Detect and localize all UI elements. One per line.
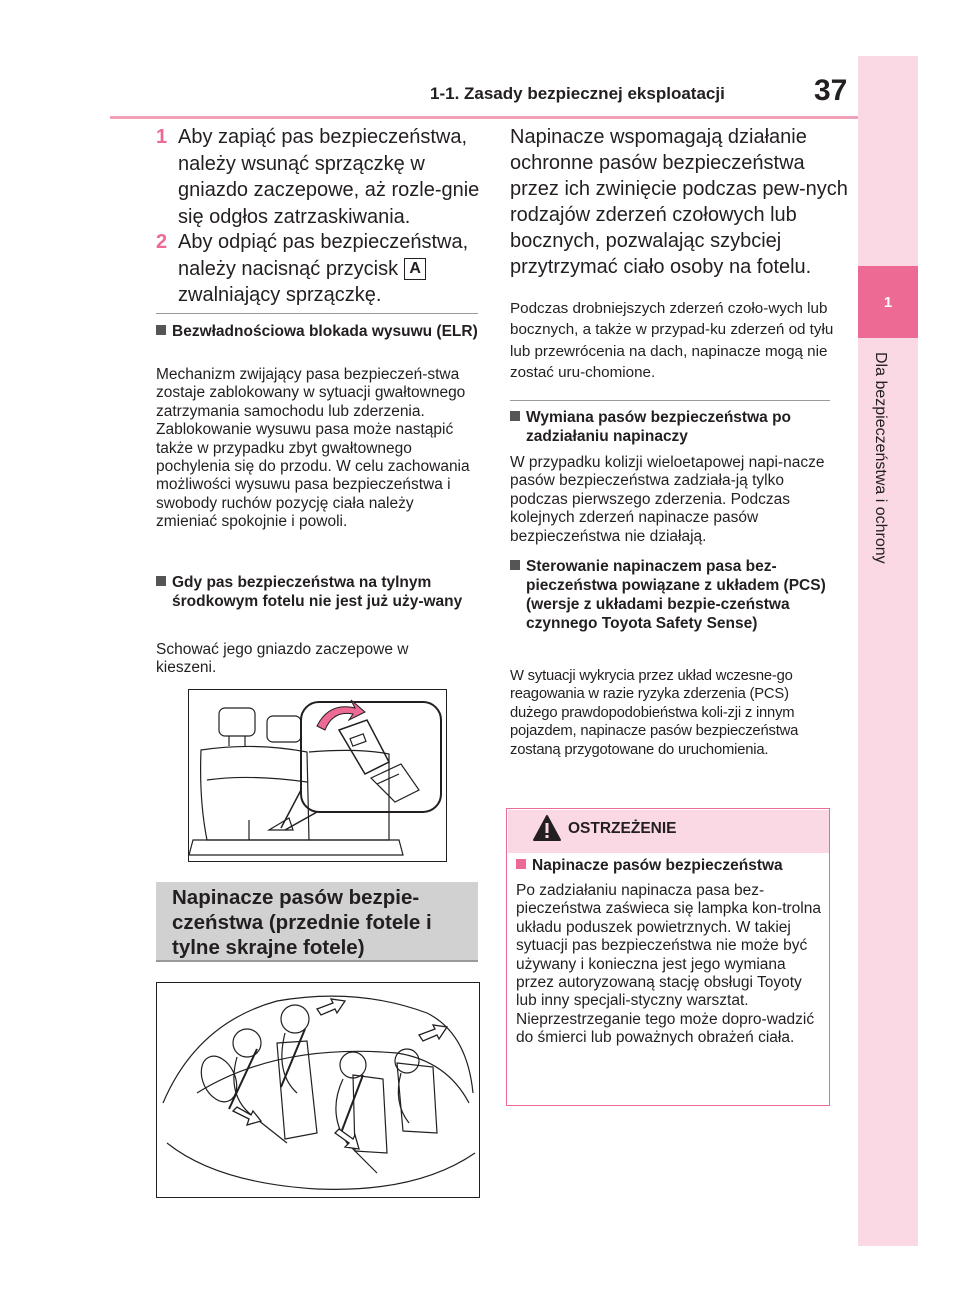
car-interior-illustration [156,982,480,1198]
elr-heading: Bezwładnościowa blokada wysuwu (ELR) [156,322,478,341]
pcs-heading: Sterowanie napinaczem pasa bez-pieczeństwa powiązane z układem (PCS) (wersje z układami bezpie-czeństwa czynnego Toyota Safety Sense) [510,557,830,633]
warning-text: Po zadziałaniu napinacza pasa bez-pieczeństwa zaświeca się lampka kon-trolna układu poduszek powietrznych. W takiej sytuacji pas bezpieczeństwa nie może być używany i konieczna jest jego wymiana przez autoryzowaną stację obsługi Toyoty lub inny specjali-styczny warsztat. Nieprzestrzeganie tego może dopro-wadzić do śmierci lub poważnych obrażeń ciała. [516,882,821,1047]
square-bullet-icon [516,859,526,869]
arrow-icon [317,700,365,730]
elr-text: Mechanizm zwijający pasa bezpieczeń-stwa zostaje zablokowany w sytuacji gwałtownego zatrzymania samochodu lub zderzenia. Zablokowanie wysuwu pasa może nastąpić także w przypadku zbyt gwałtownego pochylenia się do przodu. W celu zachowania możliwości wysuwu pasa bezpieczeństwa i swobody ruchów pozycję ciała należy zmieniać spokojnie i powoli. [156,366,470,531]
divider [510,400,830,401]
warning-triangle-icon [532,814,562,842]
section-title: 1-1. Zasady bezpiecznej eksploatacji [430,84,725,103]
rear-center-text: Schować jego gniazdo zaczepowe w kieszeni. [156,641,409,677]
pretensioner-note: Podczas drobniejszych zderzeń czoło-wych lub bocznych, a także w przypad-ku zderzeń od tyłu lub przewrócenia na dach, napinacze mogą nie zostać uru-chomione. [510,300,834,381]
header-rule [110,116,858,119]
warning-heading: Napinacze pasów bezpieczeństwa [516,856,821,875]
divider [156,313,478,314]
pretensioner-banner: Napinacze pasów bezpie-czeństwa (przednie fotele i tylne skrajne fotele) [156,882,478,960]
chapter-side-tab [858,56,918,1246]
replacement-text: W przypadku kolizji wieloetapowej napi-nacze pasów bezpieczeństwa zadziała-ją tylko podczas pierwszego zderzenia. Podczas kolejnych zderzeń napinacze pasów bezpieczeństwa nie działają. [510,454,825,545]
step-number: 2 [156,231,168,253]
release-button-label: A [404,258,426,280]
step-2 [156,229,486,309]
arrow-icon [233,999,447,1149]
square-bullet-icon [510,411,520,421]
warning-title: OSTRZEŻENIE [568,820,677,837]
pcs-text: W sytuacji wykrycia przez układ wczesne-go reagowania w razie ryzyka zderzenia (PCS) dużego prawdopodobieństwa koli-zji z innym pojazdem, napinacze pasów bezpieczeństwa zostaną przygotowane do uruchomienia. [510,668,799,758]
seat-buckle-drawing [189,690,446,861]
banner-rule [156,960,478,962]
chapter-title: Dla bezpieczeństwa i ochrony [872,352,889,564]
page-number: 37 [814,74,848,107]
pretensioner-drawing [157,983,479,1197]
chapter-number[interactable]: 1 [858,266,918,338]
step-text: Aby zapiąć pas bezpieczeństwa, należy wsunąć sprzączkę w gniazdo zaczepowe, aż rozle-gnie się odgłos zatrzaskiwania. [178,126,480,228]
replacement-heading: Wymiana pasów bezpieczeństwa po zadziałaniu napinaczy [510,408,830,446]
square-bullet-icon [156,576,166,586]
pretensioner-lead: Napinacze wspomagają działanie ochronne pasów bezpieczeństwa przez ich zwinięcie podczas pew-nych rodzajów zderzeń czołowych lub bocznych, pozwalając szybciej przytrzymać ciało osoby na fotelu. [510,126,848,278]
buckle-illustration [188,689,447,862]
rear-center-heading: Gdy pas bezpieczeństwa na tylnym środkowym fotelu nie jest już uży-wany [156,573,478,611]
step-number: 1 [156,126,168,148]
square-bullet-icon [510,560,520,570]
step-1 [156,124,486,230]
step-text: Aby odpiąć pas bezpieczeństwa, należy nacisnąć przycisk A zwalniający sprzączkę. [178,231,469,306]
square-bullet-icon [156,325,166,335]
